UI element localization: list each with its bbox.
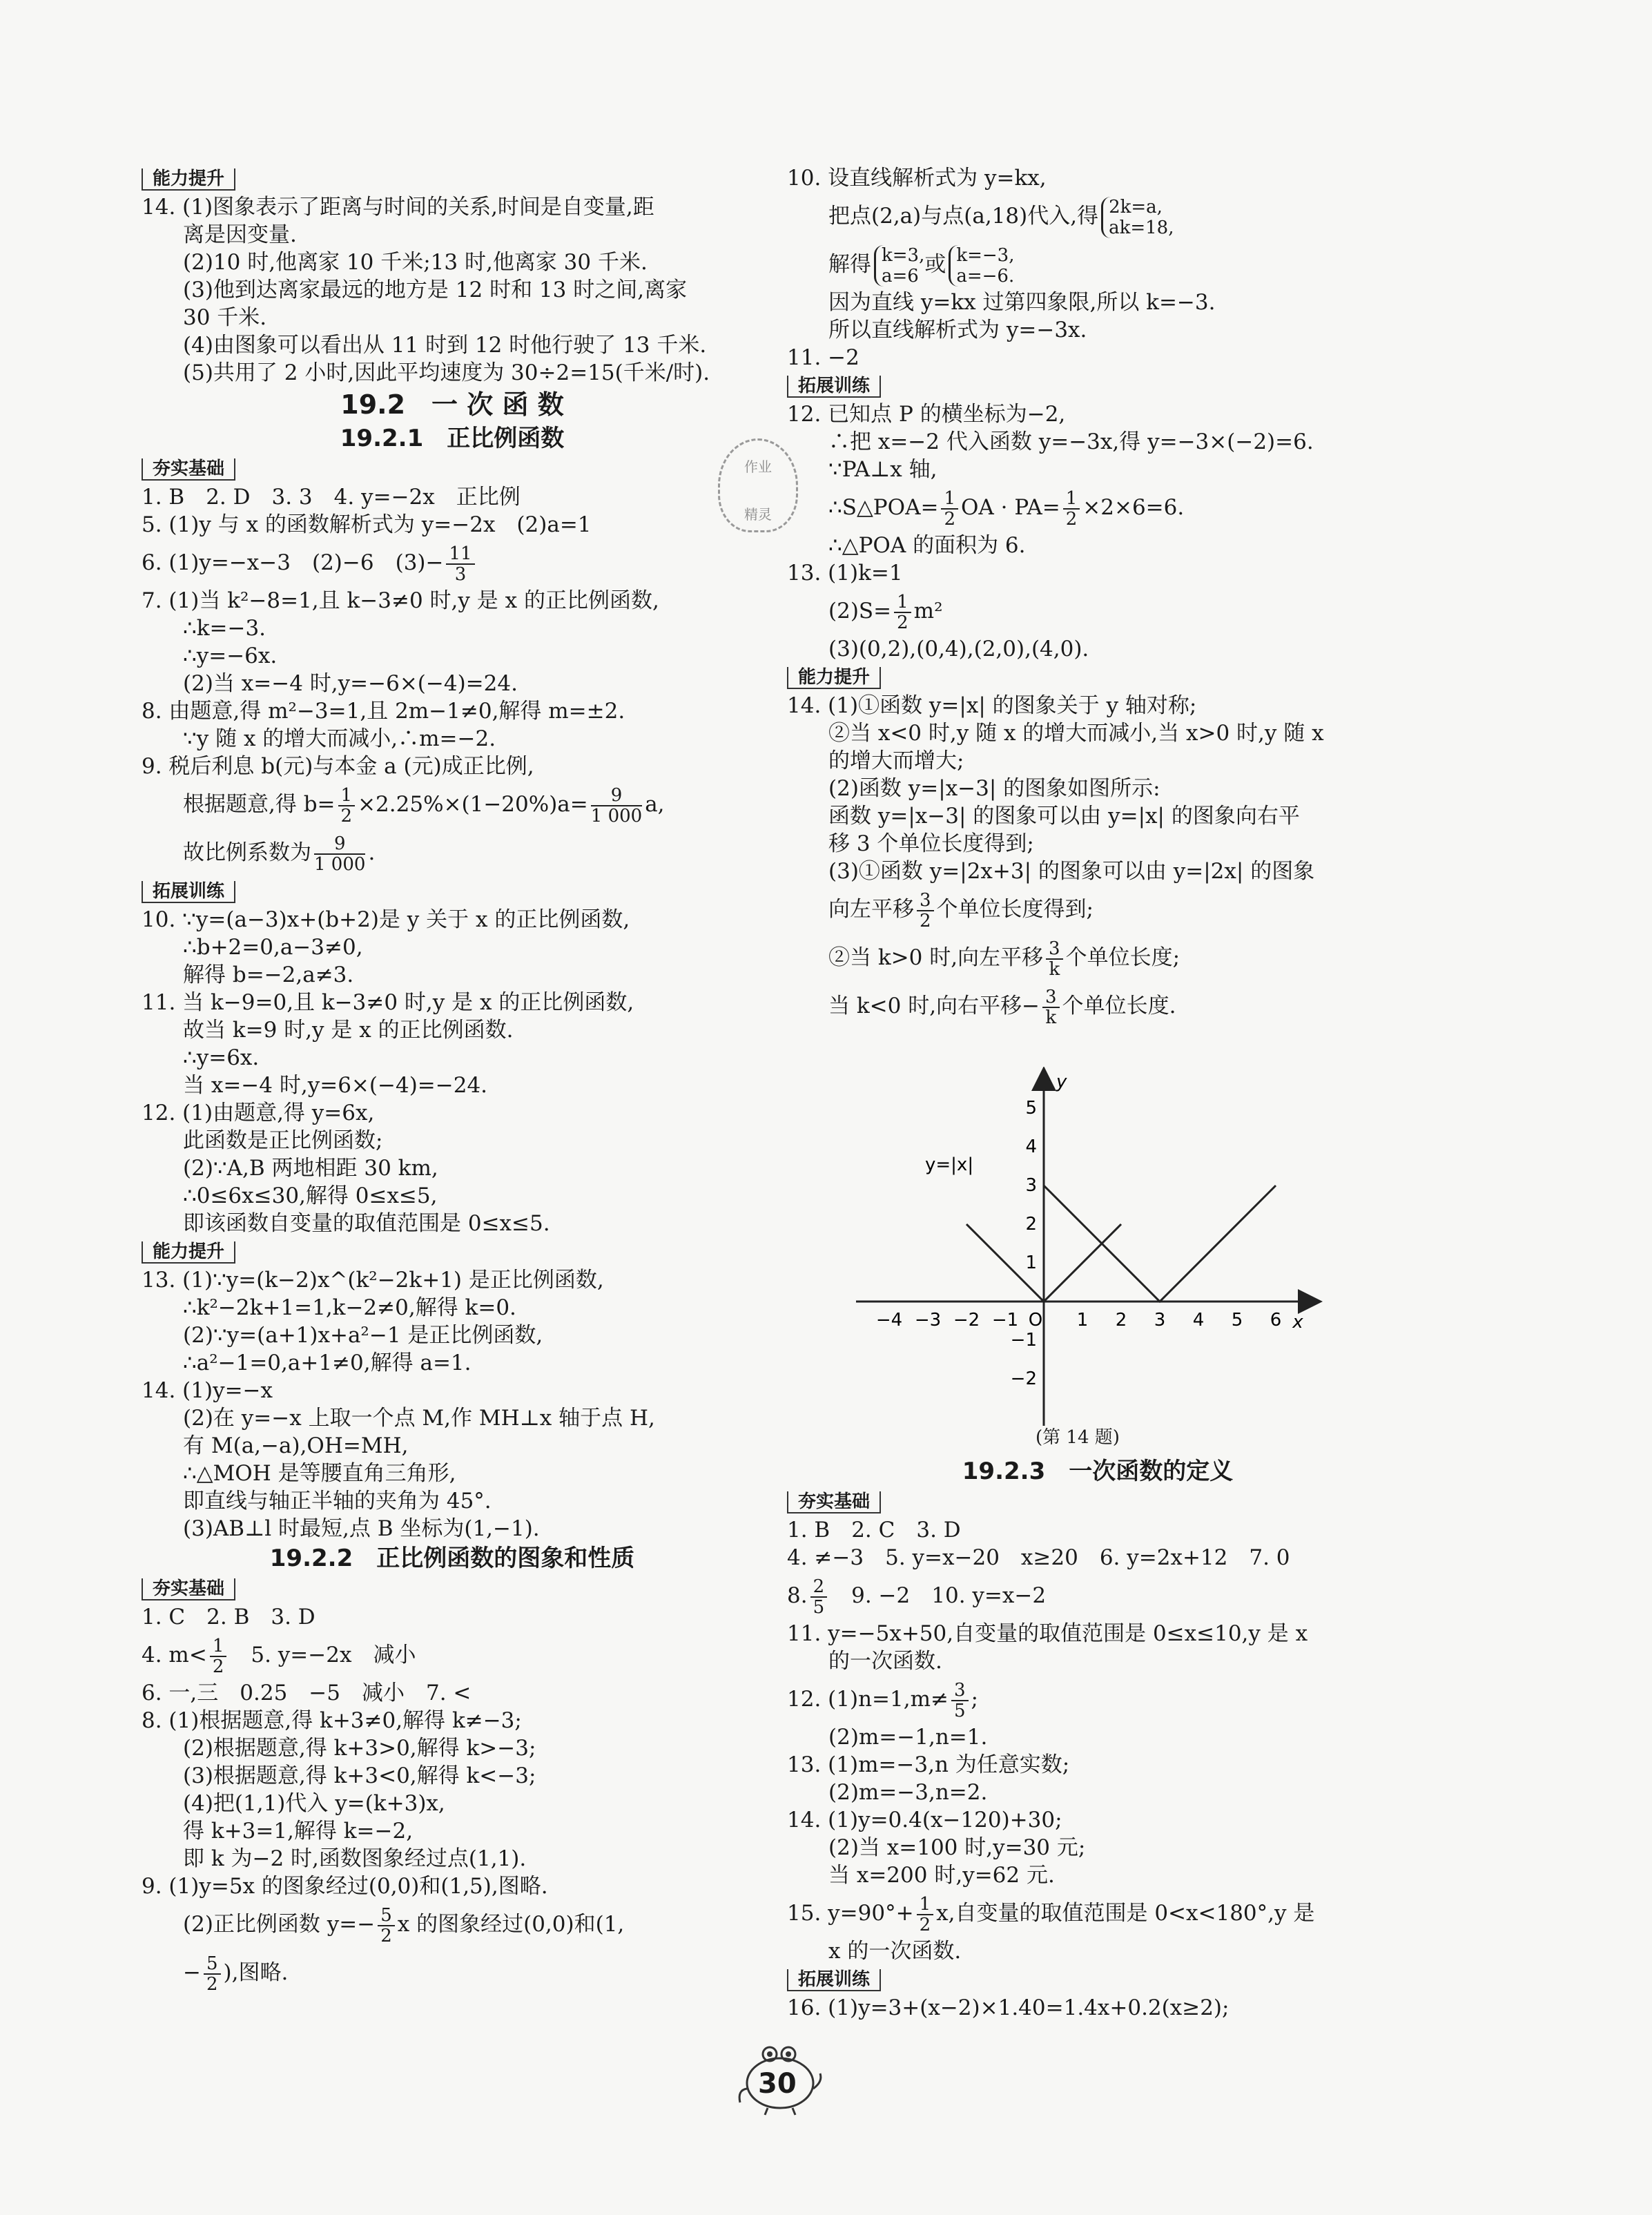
text-line: 13. (1)∵y=(k−2)x^(k²−2k+1) 是正比例函数, [142, 1268, 604, 1293]
y-tick-labels [1011, 1072, 1067, 1389]
section-tag: 拓展训练 [142, 881, 235, 903]
text-line: ∴y=6x. [183, 1045, 260, 1070]
text-line: 即 k 为−2 时,函数图象经过点(1,1). [183, 1846, 527, 1871]
text-line: (2)S= $\frac{1}{2}$ m² [828, 591, 943, 633]
text-line: ∴S△POA= $\frac{1}{2}$ OA · PA= $\frac{1}{2}$ ×2×6=6. [828, 487, 1185, 530]
x-tick: 3 [1154, 1310, 1166, 1331]
text-line: ∴a²−1=0,a+1≠0,解得 a=1. [183, 1351, 472, 1375]
text-line: (2)m=−3,n=2. [828, 1780, 988, 1805]
x-tick: −1 [991, 1310, 1019, 1331]
text-line: 10. 设直线解析式为 y=kx, [787, 166, 1047, 191]
text-line: 5. (1)y 与 x 的函数解析式为 y=−2x (2)a=1 [142, 512, 592, 537]
right-lower-block [787, 1455, 1408, 2022]
text-line: 故比例系数为 $\frac{9}{1 000}$ . [183, 833, 376, 875]
fraction: $\frac{11}{3}$ [446, 544, 474, 584]
x-tick: 4 [1192, 1310, 1205, 1331]
text-line: (2)∵y=(a+1)x+a²−1 是正比例函数, [183, 1323, 543, 1348]
text-line: 11. y=−5x+50,自变量的取值范围是 0≤x≤10,y 是 x [787, 1621, 1308, 1646]
x-tick: 2 [1115, 1310, 1127, 1331]
text-line: 13. (1)m=−3,n 为任意实数; [787, 1752, 1070, 1777]
text-line: (3)他到达离家最远的地方是 12 时和 13 时之间,离家 [183, 278, 688, 302]
text-line: 13. (1)k=1 [787, 561, 903, 586]
text-line: ∴0≤6x≤30,解得 0≤x≤5, [183, 1183, 438, 1208]
fraction: $\frac{1}{2}$ [894, 592, 911, 632]
text-line: ∴k=−3. [183, 616, 266, 641]
text-line: 6. 一,三 0.25 −5 减小 7. < [142, 1681, 472, 1705]
figure-caption: (第 14 题) [1036, 1427, 1120, 1448]
abs-x-minus-3-curve [1044, 1186, 1276, 1302]
text-line: ∴把 x=−2 代入函数 y=−3x,得 y=−3×(−2)=6. [828, 429, 1314, 454]
text-line: 12. (1)由题意,得 y=6x, [142, 1101, 375, 1125]
equation-system: 2k=a, ak=18, [1101, 197, 1174, 238]
text-line: (2)当 x=−4 时,y=−6×(−4)=24. [183, 671, 518, 696]
curve-label: y=|x| [925, 1154, 974, 1175]
text-line: (2)正比例函数 y=− $\frac{5}{2}$ x 的图象经过(0,0)和(1, [183, 1904, 625, 1946]
page-number: 30 [758, 2068, 797, 2100]
text-line: 9. (1)y=5x 的图象经过(0,0)和(1,5),图略. [142, 1874, 548, 1899]
text-line: 1. B 2. C 3. D [787, 1518, 961, 1542]
section-tag: 能力提升 [787, 667, 881, 689]
text-line: 解得 b=−2,a≠3. [183, 963, 354, 987]
logo-stamp: 作业 精灵 [718, 438, 798, 532]
text-line: 14. (1)y=−x [142, 1378, 273, 1403]
text-line: 14. (1)①函数 y=|x| 的图象关于 y 轴对称; [787, 693, 1197, 718]
text-line: 1. B 2. D 3. 3 4. y=−2x 正比例 [142, 485, 521, 510]
text-line: 离是因变量. [183, 222, 297, 247]
text-line: (2)∵A,B 两地相距 30 km, [183, 1156, 438, 1181]
text-line: 的增大而增大; [828, 748, 964, 773]
text-line: 11. 当 k−9=0,且 k−3≠0 时,y 是 x 的正比例函数, [142, 990, 634, 1015]
text-line: (3)①函数 y=|2x+3| 的图象可以由 y=|2x| 的图象 [828, 859, 1315, 884]
text-line: 14. (1)图象表示了距离与时间的关系,时间是自变量,距 [142, 195, 654, 220]
fraction: $\frac{1}{2}$ [917, 1895, 934, 1935]
page-number-badge [732, 2040, 828, 2116]
text-line: ∴b+2=0,a−3≠0, [183, 935, 363, 960]
x-tick-labels [876, 1310, 1303, 1333]
text-line: 12. (1)n=1,m≠ $\frac{3}{5}$ ; [787, 1679, 978, 1721]
fraction: $\frac{1}{2}$ [338, 786, 356, 826]
fraction: $\frac{1}{2}$ [941, 489, 958, 529]
fraction: $\frac{9}{1 000}$ [590, 784, 643, 826]
x-tick: 1 [1076, 1310, 1089, 1331]
equation-system: k=3, a=6 [874, 245, 924, 287]
text-line: ∵PA⊥x 轴, [828, 457, 937, 482]
text-line: (2)当 x=100 时,y=30 元; [828, 1835, 1086, 1860]
text-line: 14. (1)y=0.4(x−120)+30; [787, 1808, 1062, 1832]
text-line: ∴y=−6x. [183, 644, 278, 668]
text-line: 15. y=90°+ $\frac{1}{2}$ x,自变量的取值范围是 0<x<180°,y 是 [787, 1893, 1315, 1935]
y-tick: −2 [1010, 1368, 1037, 1389]
y-tick: 2 [1025, 1214, 1037, 1235]
y-axis-label: y [1056, 1072, 1067, 1092]
text-line: 30 千米. [183, 305, 267, 330]
text-line: 函数 y=|x−3| 的图象可以由 y=|x| 的图象向右平 [828, 804, 1300, 829]
text-line: 的一次函数. [828, 1649, 942, 1674]
text-line: 有 M(a,−a),OH=MH, [183, 1433, 409, 1458]
text-line: 9. 税后利息 b(元)与本金 a (元)成正比例, [142, 754, 534, 779]
text-line: 4. ≠−3 5. y=x−20 x≥20 6. y=2x+12 7. 0 [787, 1545, 1290, 1570]
equation-system: k=−3, a=−6. [949, 245, 1014, 287]
text-line: (2)根据题意,得 k+3>0,解得 k>−3; [183, 1736, 536, 1761]
text-line: 4. m< $\frac{1}{2}$ 5. y=−2x 减小 [142, 1635, 416, 1677]
fraction: $\frac{5}{2}$ [378, 1906, 395, 1946]
text-line: 当 x=200 时,y=62 元. [828, 1863, 1055, 1888]
fraction: $\frac{3}{5}$ [951, 1681, 969, 1721]
text-line: 当 x=−4 时,y=6×(−4)=−24. [183, 1073, 488, 1098]
section-tag: 能力提升 [142, 1241, 235, 1264]
text-line: 解得 k=3, a=6 或 k=−3, a=−6. [828, 244, 1015, 287]
text-line: (4)把(1,1)代入 y=(k+3)x, [183, 1791, 445, 1816]
y-tick: 5 [1025, 1098, 1037, 1119]
text-line: 11. −2 [787, 345, 859, 370]
fraction: $\frac{2}{5}$ [810, 1577, 828, 1617]
text-line: 故当 k=9 时,y 是 x 的正比例函数. [183, 1018, 514, 1043]
text-line: 8. $\frac{2}{5}$ 9. −2 10. y=x−2 [787, 1576, 1047, 1618]
fraction: $\frac{3}{k}$ [1046, 939, 1063, 979]
text-line: 10. ∵y=(a−3)x+(b+2)是 y 关于 x 的正比例函数, [142, 907, 630, 932]
section-tag: 夯实基础 [142, 458, 235, 481]
text-line: 8. 由题意,得 m²−3=1,且 2m−1≠0,解得 m=±2. [142, 699, 625, 724]
text-line: ②当 k>0 时,向左平移 $\frac{3}{k}$ 个单位长度; [828, 938, 1180, 980]
text-line: (2)10 时,他离家 10 千米;13 时,他离家 30 千米. [183, 250, 648, 275]
x-tick: −4 [875, 1310, 903, 1331]
right-column [787, 164, 1408, 1030]
text-line: 向左平移 $\frac{3}{2}$ 个单位长度得到; [828, 889, 1094, 931]
text-line: ∴△MOH 是等腰直角三角形, [183, 1461, 456, 1486]
text-line: 因为直线 y=kx 过第四象限,所以 k=−3. [828, 290, 1216, 315]
text-line: (4)由图象可以看出从 11 时到 12 时他行驶了 13 千米. [183, 333, 707, 358]
text-line: (3)(0,2),(0,4),(2,0),(4,0). [828, 637, 1089, 661]
text-line: ∵y 随 x 的增大而减小,∴m=−2. [183, 726, 496, 751]
text-line: (2)在 y=−x 上取一个点 M,作 MH⊥x 轴于点 H, [183, 1406, 655, 1431]
text-line: 即直线与轴正半轴的夹角为 45°. [183, 1489, 492, 1513]
text-line: 7. (1)当 k²−8=1,且 k−3≠0 时,y 是 x 的正比例函数, [142, 588, 659, 613]
text-line: − $\frac{5}{2}$ ),图略. [183, 1953, 289, 1995]
y-tick: 3 [1025, 1175, 1037, 1196]
text-line: ∴△POA 的面积为 6. [828, 533, 1026, 558]
left-column [142, 164, 763, 1997]
text-line: 12. 已知点 P 的横坐标为−2, [787, 402, 1066, 427]
text-line: (3)根据题意,得 k+3<0,解得 k<−3; [183, 1763, 536, 1788]
text-line: 把点(2,a)与点(a,18)代入,得 2k=a, ak=18, [828, 196, 1174, 238]
text-line: 8. (1)根据题意,得 k+3≠0,解得 k≠−3; [142, 1708, 522, 1733]
text-line: (5)共用了 2 小时,因此平均速度为 30÷2=15(千米/时). [183, 360, 710, 385]
text-line: 16. (1)y=3+(x−2)×1.40=1.4x+0.2(x≥2); [787, 1995, 1230, 2020]
fraction: $\frac{3}{k}$ [1042, 987, 1060, 1027]
text-line: 得 k+3=1,解得 k=−2, [183, 1819, 414, 1844]
text-line: 根据题意,得 b= $\frac{1}{2}$ ×2.25%×(1−20%)a= $\frac{9}{1 000}$ a, [183, 784, 665, 826]
section-tag: 夯实基础 [142, 1578, 235, 1600]
text-line: ②当 x<0 时,y 随 x 的增大而减小,当 x>0 时,y 随 x [828, 721, 1324, 746]
section-tag: 夯实基础 [787, 1491, 881, 1513]
text-line: 当 k<0 时,向右平移− $\frac{3}{k}$ 个单位长度. [828, 986, 1176, 1028]
section-tag: 能力提升 [142, 168, 235, 191]
section-title: 19.2 一 次 函 数 [340, 389, 564, 420]
fraction: $\frac{9}{1 000}$ [314, 833, 366, 875]
x-axis-label: x [1292, 1312, 1303, 1333]
text-line: ∴k²−2k+1=1,k−2≠0,解得 k=0. [183, 1295, 516, 1320]
function-graph [849, 1067, 1332, 1443]
subsection-title: 19.2.3 一次函数的定义 [962, 1458, 1234, 1485]
section-tag: 拓展训练 [787, 1969, 881, 1991]
text-line: (2)函数 y=|x−3| 的图象如图所示: [828, 776, 1160, 801]
origin-label: O [1028, 1310, 1043, 1331]
text-line: 即该函数自变量的取值范围是 0≤x≤5. [183, 1211, 550, 1236]
text-line: 6. (1)y=−x−3 (2)−6 (3)− $\frac{11}{3}$ [142, 539, 763, 587]
text-line: x 的一次函数. [828, 1939, 962, 1964]
text-line: 所以直线解析式为 y=−3x. [828, 318, 1087, 342]
x-tick: 5 [1231, 1310, 1243, 1331]
y-tick: 4 [1025, 1136, 1037, 1157]
text-line: (3)AB⊥l 时最短,点 B 坐标为(1,−1). [183, 1516, 540, 1541]
section-tag: 拓展训练 [787, 376, 881, 398]
text-line: 此函数是正比例函数; [183, 1128, 383, 1153]
text-line: (2)m=−1,n=1. [828, 1725, 988, 1750]
y-tick: −1 [1010, 1330, 1037, 1351]
text-line: 1. C 2. B 3. D [142, 1605, 315, 1629]
x-tick: −2 [953, 1310, 980, 1331]
fraction: $\frac{1}{2}$ [210, 1636, 227, 1676]
x-tick: 6 [1270, 1310, 1282, 1331]
y-tick: 1 [1025, 1252, 1037, 1273]
subsection-title: 19.2.1 正比例函数 [340, 425, 565, 452]
subsection-title: 19.2.2 正比例函数的图象和性质 [269, 1545, 635, 1572]
x-tick: −3 [914, 1310, 942, 1331]
text-line: 移 3 个单位长度得到; [828, 831, 1034, 856]
fraction: $\frac{3}{2}$ [917, 891, 934, 931]
fraction: $\frac{5}{2}$ [204, 1954, 221, 1994]
fraction: $\frac{1}{2}$ [1063, 489, 1080, 529]
